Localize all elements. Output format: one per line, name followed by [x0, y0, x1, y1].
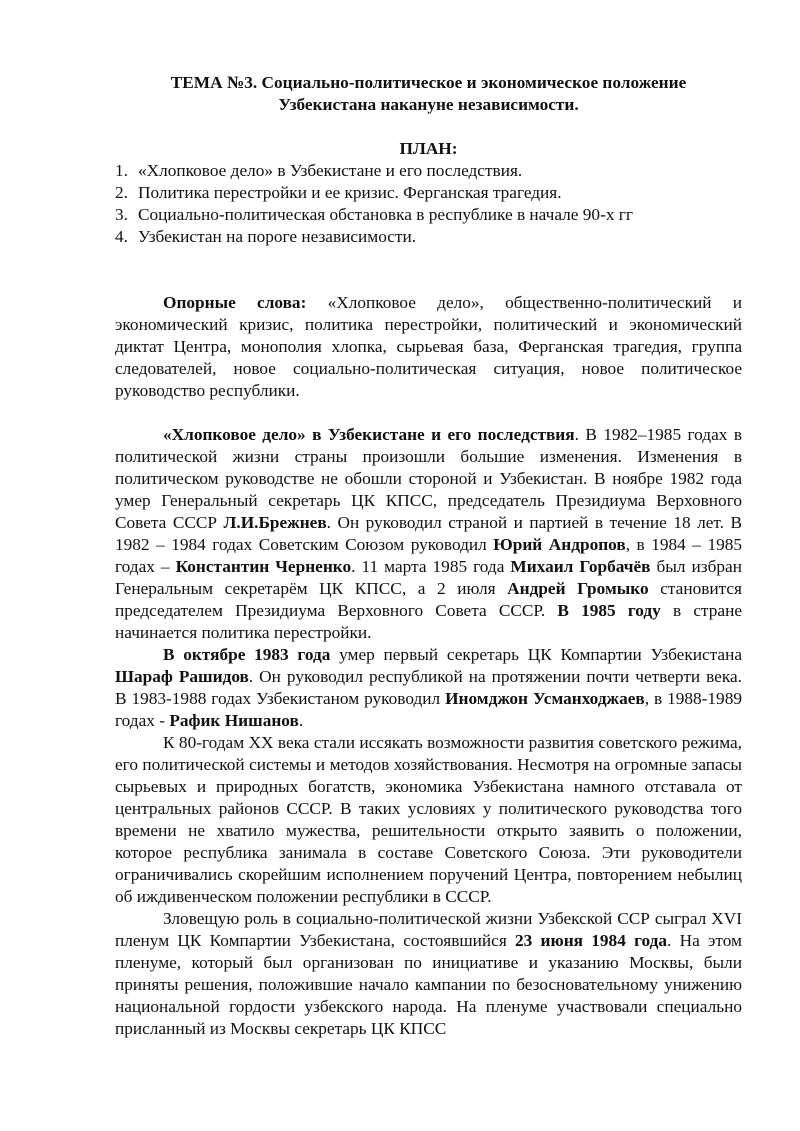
- name-chernenko: Константин Черненко: [175, 557, 352, 576]
- plan-item-text: Социально-политическая обстановка в республике в начале 90-х гг: [138, 205, 633, 224]
- text-run: в стране начинается политика перестройки.: [115, 601, 742, 642]
- name-nishanov: Рафик Нишанов: [169, 711, 299, 730]
- plan-item-number: 3.: [115, 205, 128, 224]
- date-october-1983: В октябре 1983 года: [163, 645, 331, 664]
- document-title: [115, 72, 742, 116]
- text-run: был избран Генеральным секретарём ЦК КПСС, а 2 июля: [115, 557, 742, 598]
- plan-item-text: Узбекистан на пороге независимости.: [138, 227, 417, 246]
- text-run: . В 1982–1985 годах в политической жизни страны произошли большие изменения. Изменения в политическом руководстве не обошли стороной и Узбекистан. В ноябре 1982 года умер Генеральный секретарь ЦК КПСС, председатель Президиума Верховного Совета СССР: [115, 425, 742, 532]
- name-usmankhodzhaev: Иномджон Усманходжаев: [445, 689, 645, 708]
- plan-item: [115, 226, 742, 248]
- text-run: умер первый секретарь ЦК Компартии Узбекистана: [330, 645, 742, 664]
- plan-item-number: 2.: [115, 183, 128, 202]
- text-run: . Он руководил республикой на протяжении почти четверти века. В 1983-1988 годах Узбекистаном руководил: [115, 667, 742, 708]
- plan-item: [115, 204, 742, 226]
- keywords-label: Опорные слова:: [163, 293, 307, 312]
- title-line-2: Узбекистана накануне независимости.: [278, 95, 579, 114]
- plan-item: [115, 182, 742, 204]
- plan-item-text: «Хлопковое дело» в Узбекистане и его последствия.: [138, 161, 523, 180]
- name-gorbachev: Михаил Горбачёв: [510, 557, 651, 576]
- text-run: . Он руководил страной и партией в течение 18 лет. В 1982 – 1984 годах Советским Союзом руководил: [115, 513, 742, 554]
- section1-paragraph-1: [115, 424, 742, 644]
- plan-item-number: 1.: [115, 161, 128, 180]
- document-page: [115, 72, 742, 1040]
- year-1985: В 1985 году: [557, 601, 661, 620]
- text-run: становится председателем Президиума Верховного Совета СССР.: [115, 579, 743, 620]
- name-andropov: Юрий Андропов: [493, 535, 626, 554]
- plan-list: [115, 160, 742, 248]
- section1-paragraph-3: К 80-годам XX века стали иссякать возможности развития советского режима, его политической системы и методов хозяйствования. Несмотря на огромные запасы сырьевых и природных богатств, экономика Узбекистана намного отставала от центральных районов СССР. В таких условиях у политического руководства того времени не хватило мужества, решительности открыто заявить о положении, которое республика занимала в составе Советского Союза. Эти руководители ограничивались скорейшим исполнением поручений Центра, повторением небылиц об иждивенческом положении республики в СССР.: [115, 733, 742, 906]
- title-line-1: ТЕМА №3. Социально-политическое и экономическое положение: [170, 73, 687, 92]
- date-june-1984: 23 июня 1984 года: [515, 931, 668, 950]
- plan-heading: ПЛАН:: [399, 139, 458, 158]
- section1-paragraph-4: [115, 908, 742, 1040]
- section1-paragraph-2: [115, 644, 742, 732]
- text-run: , в 1988-1989 годах -: [115, 689, 742, 730]
- name-gromyko: Андрей Громыко: [507, 579, 649, 598]
- text-run: , в 1984 – 1985 годах –: [115, 535, 743, 576]
- text-run: . На этом пленуме, который был организован по инициативе и указанию Москвы, были приняты решения, положившие начало кампании по безосновательному унижению национальной гордости узбекского народа. На пленуме участвовали специально присланный из Москвы секретарь ЦК КПСС: [115, 931, 742, 1038]
- keywords-paragraph: [115, 292, 742, 402]
- name-rashidov: Шараф Рашидов: [115, 667, 249, 686]
- text-run: . 11 марта 1985 года: [351, 557, 511, 576]
- text-run: .: [298, 711, 304, 730]
- name-brezhnev: Л.И.Брежнев: [223, 513, 327, 532]
- plan-item: [115, 160, 742, 182]
- keywords-text: «Хлопковое дело», общественно-политический и экономический кризис, политика перестройки, политический и экономический диктат Центра, монополия хлопка, сырьевая база, Ферганская трагедия, группа следователей, новое социально-политическая ситуация, новое политическое руководство республики.: [115, 293, 742, 400]
- plan-item-number: 4.: [115, 227, 128, 246]
- text-run: Зловещую роль в социально-политической жизни Узбекской ССР сыграл XVI пленум ЦК Компартии Узбекистана, состоявшийся: [115, 909, 742, 950]
- plan-item-text: Политика перестройки и ее кризис. Ферганская трагедия.: [138, 183, 562, 202]
- section-heading: «Хлопковое дело» в Узбекистане и его последствия: [163, 425, 575, 444]
